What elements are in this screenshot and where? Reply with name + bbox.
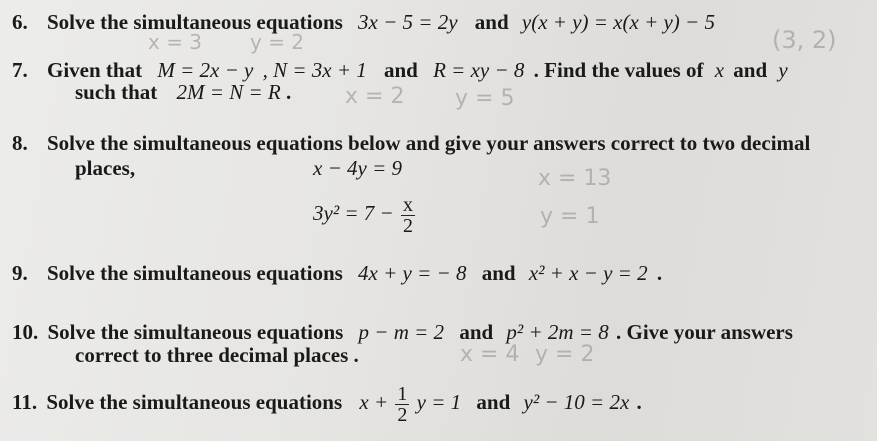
joiner-text: and (474, 10, 509, 34)
equation-2: y(x + y) = x(x + y) − 5 (521, 10, 715, 34)
fraction-numerator: 1 (397, 382, 408, 405)
question-tail: . Find the values of (533, 58, 704, 82)
equation-1-left: x + (359, 390, 389, 414)
pencil-note-8: x = 4 (460, 342, 520, 367)
fraction-denominator: 2 (397, 403, 408, 426)
question-text: Given that (47, 58, 143, 82)
question-8-equation-2 (313, 190, 417, 236)
equation-1: p − m = 2 (358, 320, 445, 344)
variable-y: y (778, 58, 788, 82)
question-10-line-2 (75, 343, 359, 367)
question-10 (12, 320, 793, 344)
question-number: 8. (12, 131, 28, 155)
question-6 (12, 10, 715, 34)
question-8 (12, 131, 810, 155)
period: . (285, 80, 292, 104)
fraction (395, 384, 409, 425)
equation-1: 4x + y = − 8 (358, 261, 467, 285)
question-8-equation-1 (313, 156, 402, 180)
period: . (656, 261, 663, 285)
question-number: 10. (12, 320, 39, 344)
pencil-note-2: y = 2 (250, 30, 305, 54)
equation-1: x − 4y = 9 (313, 156, 402, 180)
question-9 (12, 261, 662, 285)
fraction-denominator: 2 (402, 214, 413, 237)
question-text-line-2: correct to three decimal places . (75, 343, 359, 367)
r-definition: R = xy − 8 (433, 58, 525, 82)
m-definition: M = 2x − y (157, 58, 254, 82)
equation-2: x² + x − y = 2 (528, 261, 648, 285)
question-8-line-2 (75, 156, 135, 180)
period: . (636, 390, 642, 414)
question-tail: . Give your answers (615, 320, 793, 344)
question-7-line-2 (75, 80, 291, 104)
pencil-note-4: x = 2 (345, 84, 405, 109)
joiner-text: and (459, 320, 494, 344)
pencil-note-9: y = 2 (535, 342, 595, 367)
question-number: 6. (12, 10, 28, 34)
question-text: Solve the simultaneous equations (46, 390, 343, 414)
joiner-text: and (481, 261, 516, 285)
question-text-line-2: places, (75, 156, 136, 180)
variable-x: x (714, 58, 725, 82)
question-11 (12, 379, 642, 425)
equation-2: p² + 2m = 8 (506, 320, 609, 344)
joiner-text: and (384, 58, 418, 82)
question-text: Solve the simultaneous equations below and give your answers correct to two decimal (47, 131, 811, 155)
equation-2: y² − 10 = 2x (523, 390, 630, 414)
n-definition: , N = 3x + 1 (262, 58, 367, 82)
joiner-text-2: and (733, 58, 768, 82)
question-text: Solve the simultaneous equations (47, 261, 343, 285)
question-text: Solve the simultaneous equations (47, 320, 344, 344)
question-number: 7. (12, 58, 28, 82)
pencil-note-7: y = 1 (540, 204, 600, 229)
condition: 2M = N = R (176, 80, 281, 104)
joiner-text: and (476, 390, 511, 414)
fraction-numerator: x (402, 193, 413, 216)
equation-1-right: y = 1 (416, 390, 462, 414)
question-number: 11. (12, 390, 38, 414)
question-number: 9. (12, 261, 28, 285)
pencil-note-6: x = 13 (538, 166, 612, 191)
fraction (401, 195, 415, 236)
pencil-note-1: x = 3 (148, 30, 203, 54)
question-text-line-2: such that (75, 80, 158, 104)
question-7 (12, 58, 788, 82)
pencil-note-5: y = 5 (455, 86, 515, 111)
question-text: Solve the simultaneous equations (47, 10, 343, 34)
equation-2-left: 3y² = 7 − (313, 201, 394, 225)
equation-1: 3x − 5 = 2y (358, 10, 458, 34)
pencil-note-3: (3, 2) (772, 26, 837, 54)
